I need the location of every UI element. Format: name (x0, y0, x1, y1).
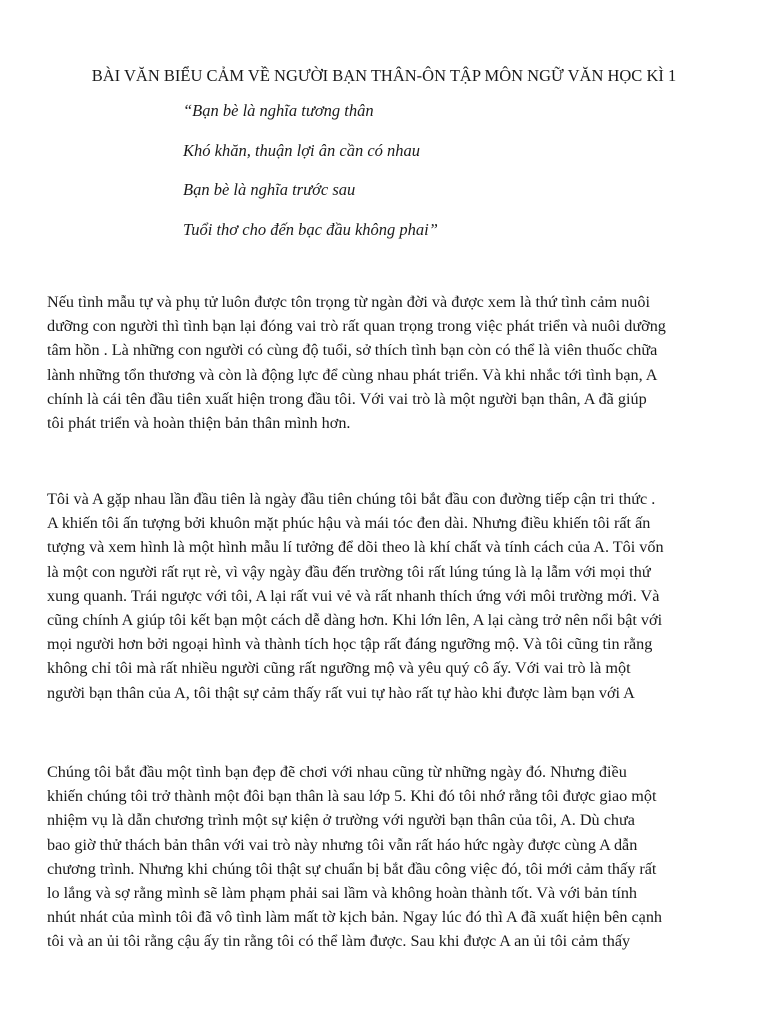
text-line: Tôi và A gặp nhau lần đầu tiên là ngày đầu tiên chúng tôi bắt đầu con đường tiếp cận tri thức . (47, 490, 656, 508)
text-line: dưỡng con người thì tình bạn lại đóng vai trò rất quan trọng trong việc phát triển và nuôi dưỡng (47, 317, 666, 336)
text-line: chương trình. Nhưng khi chúng tôi thật sự chuẩn bị bắt đầu công việc đó, tôi mới cảm thấy rất (47, 859, 657, 878)
paragraph-intro (47, 290, 727, 435)
paragraph-first-meeting (47, 487, 727, 705)
text-line: chính là cái tên đầu tiên xuất hiện trong đầu tôi. Với vai trò là một người bạn thân, A đã giúp (47, 389, 647, 408)
poem-line: Tuổi thơ cho đến bạc đầu không phai” (183, 219, 438, 239)
text-line: Nếu tình mẫu tự và phụ tử luôn được tôn trọng từ ngàn đời và được xem là thứ tình cảm nuôi (47, 293, 650, 311)
text-line: là một con người rất rụt rè, vì vậy ngày đầu đến trường tôi rất lúng túng là lạ lẫm với mọi thứ (47, 562, 651, 581)
text-line: A khiến tôi ấn tượng bởi khuôn mặt phúc hậu và mái tóc đen dài. Nhưng điều khiến tôi rất ấn (47, 514, 651, 533)
text-line: lo lắng và sợ rằng mình sẽ làm phạm phải sai lầm và không hoàn thành tốt. Và với bản tính (47, 884, 638, 903)
text-line: tôi phát triển và hoàn thiện bản thân mình hơn. (47, 414, 351, 433)
poem-epigraph (183, 99, 583, 257)
text-line: người bạn thân của A, tôi thật sự cảm thấy rất vui tự hào rất tự hào khi được làm bạn với A (47, 683, 635, 702)
text-line: cũng chính A giúp tôi kết bạn một cách dễ dàng hơn. Khi lớn lên, A lại càng trở nên nổi bật với (47, 611, 663, 630)
text-line: khiến chúng tôi trở thành một đôi bạn thân là sau lớp 5. Khi đó tôi nhớ rằng tôi được giao một (47, 787, 657, 806)
text-line: nhiệm vụ là dẫn chương trình một sự kiện ở trường với người bạn thân của tôi, A. Dù chưa (47, 811, 635, 830)
text-line: xung quanh. Trái ngược với tôi, A lại rất vui vẻ và rất nhanh thích ứng với môi trường mới. Và (47, 586, 660, 605)
text-line: không chỉ tôi mà rất nhiều người cũng rất ngưỡng mộ và yêu quý cô ấy. Với vai trò là một (47, 659, 631, 678)
text-line: bao giờ thử thách bản thân với vai trò này nhưng tôi vẫn rất háo hức ngày được cùng A dẫn (47, 835, 638, 854)
poem-line: “Bạn bè là nghĩa tương thân (183, 101, 374, 120)
paragraph-friendship-story (47, 760, 727, 954)
text-line: nhút nhát của mình tôi đã vô tình làm mất tờ kịch bản. Ngay lúc đó thì A đã xuất hiện bên cạnh (47, 908, 663, 927)
text-line: tôi và an ủi tôi rằng cậu ấy tin rằng tôi có thể làm được. Sau khi được A an ủi tôi cảm thấy (47, 932, 631, 951)
document-title: BÀI VĂN BIỂU CẢM VỀ NGƯỜI BẠN THÂN-ÔN TẬP MÔN NGỮ VĂN HỌC KÌ 1 (91, 66, 677, 85)
text-line: mọi người hơn bởi ngoại hình và thành tích học tập rất đáng ngưỡng mộ. Và tôi cũng tin rằng (47, 635, 653, 654)
text-line: Chúng tôi bắt đầu một tình bạn đẹp đẽ chơi với nhau cũng từ những ngày đó. Nhưng điều (47, 763, 627, 781)
poem-line: Khó khăn, thuận lợi ân cần có nhau (183, 140, 421, 160)
text-line: tâm hồn . Là những con người có cùng độ tuổi, sở thích tình bạn còn có thể là viên thuốc chữa (47, 341, 658, 360)
text-line: lành những tổn thương và còn là động lực để cùng nhau phát triển. Và khi nhắc tới tình bạn, A (47, 365, 658, 384)
text-line: tượng và xem hình là một hình mẫu lí tưởng để dõi theo là khí chất và tính cách của A. Tôi vốn (47, 538, 664, 557)
poem-line: Bạn bè là nghĩa trước sau (183, 180, 356, 199)
